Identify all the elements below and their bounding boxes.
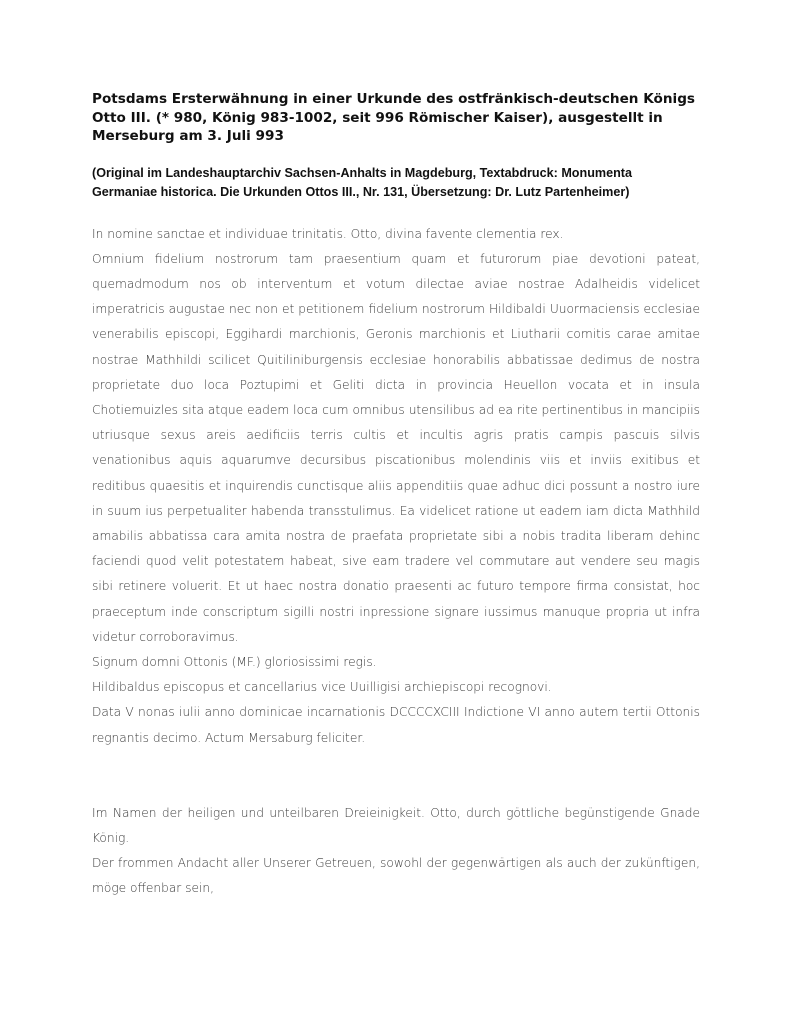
german-invocatio: Im Namen der heiligen und unteilbaren Dreieinigkeit. Otto, durch göttliche begünstigende Gnade König. [92, 805, 700, 845]
latin-signum: Signum domni Ottonis (MF.) gloriosissimi regis. [92, 654, 377, 669]
latin-body: Omnium fidelium nostrorum tam praesentium quam et futurorum piae devotioni pateat, quemadmodum nos ob interventum et votum dilectae aviae nostrae Adalheidis videlicet imperatricis augustae nec non et petitionem fidelium nostrorum Hildibaldi Uuormaciensis ecclesiae venerabilis episcopi, Eggihardi marchionis, Geronis marchionis et Liutharii comitis carae amitae nostrae Mathhildi scilicet Quitiliniburgensis ecclesiae honorabilis abbatissae dedimus de nostra proprietate duo loca Poztupimi et Geliti dicta in provincia Heuellon vocata et in insula Chotiemuizles sita atque eadem loca cum omnibus utensilibus ad ea rite pertinentibus in mancipiis utriusque sexus areis aedificiis terris cultis et incultis agris pratis campis pascuis silvis venationibus aquis aquarumve decursibus piscationibus molendinis viis et inviis exitibus et reditibus quaesitis et inquirendis cunctisque aliis appenditiis quae adhuc dici possunt a nostro iure in suum ius perpetualiter habenda transstulimus. Ea videlicet ratione ut eadem iam dicta Mathhild amabilis abbatissa cara amita nostra de praefata proprietate sibi a nobis tradita liberam dehinc faciendi quod velit potestatem habeat, sive eam tradere vel commutare aut vendere seu magis sibi retinere voluerit. Et ut haec nostra donatio praesenti ac futuro tempore firma consistat, hoc praeceptum inde conscriptum sigilli nostri inpressione signare iussimus manuque propria ut infra videtur corroboravimus. [92, 251, 700, 644]
latin-recognitio: Hildibaldus episcopus et cancellarius vice Uuilligisi archiepiscopi recognovi. [92, 680, 552, 695]
latin-invocatio: In nomine sanctae et individuae trinitatis. Otto, divina favente clementia rex. [92, 226, 564, 241]
document-title: Potsdams Ersterwähnung in einer Urkunde des ostfränkisch-deutschen Königs Otto III. (* 980, König 983-1002, seit 996 Römischer Kaiser), ausgestellt in Merseburg am 3. Juli 993 [92, 91, 696, 144]
document-page [92, 90, 700, 902]
german-body: Der frommen Andacht aller Unserer Getreuen, sowohl der gegenwärtigen als auch der zukünftigen, möge offenbar sein, [92, 856, 700, 896]
german-translation [92, 801, 700, 902]
latin-datum: Data V nonas iulii anno dominicae incarnationis DCCCCXCIII Indictione VI anno autem tertii Ottonis regnantis decimo. Actum Mersaburg feliciter. [92, 705, 700, 745]
source-note: (Original im Landeshauptarchiv Sachsen-Anhalts in Magdeburg, Textabdruck: Monumenta Germaniae historica. Die Urkunden Ottos III., Nr. 131, Übersetzung: Dr. Lutz Partenheimer) [92, 165, 632, 199]
latin-text [92, 222, 700, 751]
